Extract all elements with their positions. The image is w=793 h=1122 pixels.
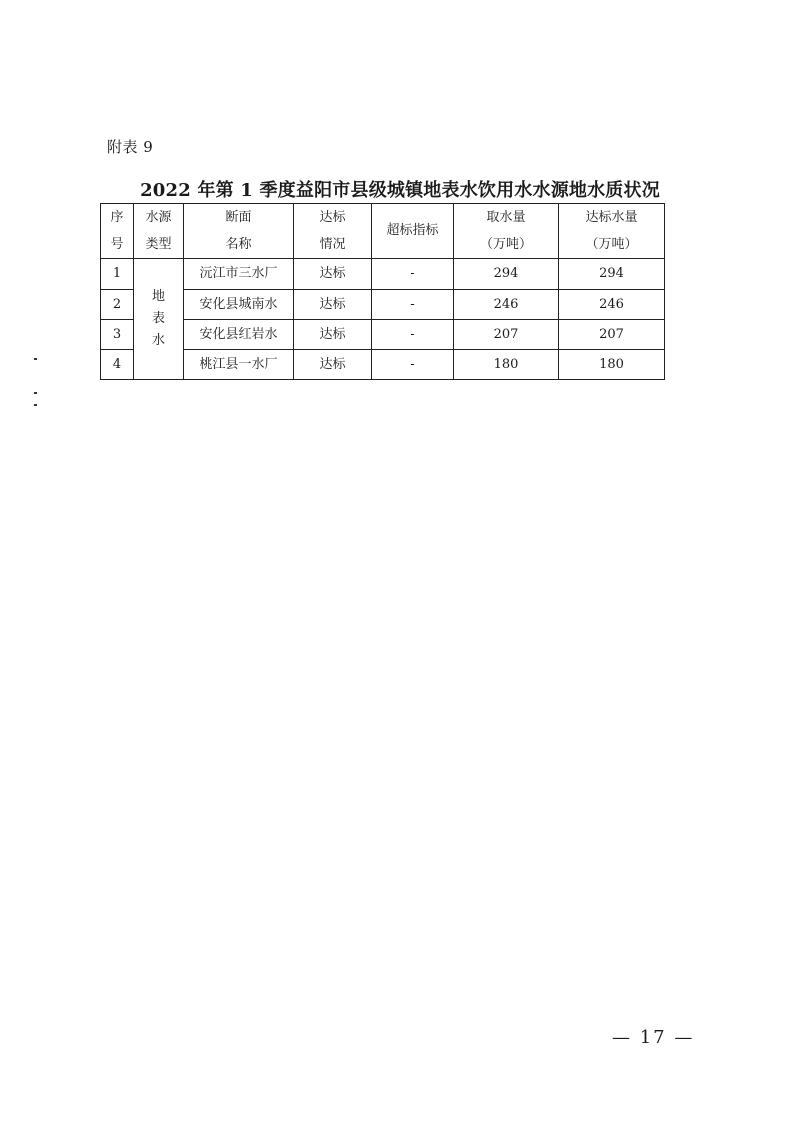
header-compliant-intake bbox=[559, 204, 665, 259]
scan-margin-mark bbox=[34, 358, 37, 360]
cell-exceed-indicator: - bbox=[372, 259, 454, 290]
header-compliance-line1: 达标 bbox=[319, 210, 346, 225]
cell-seq: 3 bbox=[101, 320, 134, 350]
cell-exceed-indicator: - bbox=[372, 320, 454, 350]
cell-section-name: 安化县城南水 bbox=[184, 290, 294, 320]
header-source-type-line2: 类型 bbox=[145, 237, 172, 252]
page-number: — 17 — bbox=[612, 1027, 695, 1048]
source-type-char-1: 地 bbox=[151, 289, 165, 304]
header-section-name-line2: 名称 bbox=[225, 237, 252, 252]
table-row bbox=[101, 350, 665, 380]
cell-exceed-indicator: - bbox=[372, 350, 454, 380]
source-type-char-3: 水 bbox=[151, 333, 165, 348]
header-intake-line2: （万吨） bbox=[479, 237, 532, 252]
header-intake-line1: 取水量 bbox=[486, 210, 526, 225]
table-row bbox=[101, 259, 665, 290]
cell-intake: 207 bbox=[454, 320, 559, 350]
cell-intake: 180 bbox=[454, 350, 559, 380]
cell-seq: 4 bbox=[101, 350, 134, 380]
table-row bbox=[101, 290, 665, 320]
cell-compliance: 达标 bbox=[294, 290, 372, 320]
header-compliance-line2: 情况 bbox=[319, 237, 346, 252]
table-row bbox=[101, 320, 665, 350]
cell-compliant-intake: 180 bbox=[559, 350, 665, 380]
cell-intake: 246 bbox=[454, 290, 559, 320]
scan-margin-mark bbox=[34, 404, 37, 406]
header-source-type-line1: 水源 bbox=[145, 210, 172, 225]
header-compliant-intake-line2: （万吨） bbox=[585, 237, 638, 252]
cell-exceed-indicator: - bbox=[372, 290, 454, 320]
scan-margin-mark bbox=[34, 392, 37, 394]
cell-compliance: 达标 bbox=[294, 320, 372, 350]
header-exceed-indicator: 超标指标 bbox=[372, 204, 454, 259]
attachment-label: 附表 9 bbox=[107, 138, 154, 156]
source-type-char-2: 表 bbox=[151, 311, 165, 326]
header-section-name-line1: 断面 bbox=[225, 210, 252, 225]
cell-seq: 1 bbox=[101, 259, 134, 290]
cell-compliant-intake: 207 bbox=[559, 320, 665, 350]
water-quality-table bbox=[100, 203, 665, 380]
cell-section-name: 安化县红岩水 bbox=[184, 320, 294, 350]
header-seq-line2: 号 bbox=[110, 237, 124, 252]
cell-source-type bbox=[134, 259, 184, 380]
header-compliance bbox=[294, 204, 372, 259]
cell-section-name: 桃江县一水厂 bbox=[184, 350, 294, 380]
cell-compliant-intake: 246 bbox=[559, 290, 665, 320]
document-title: 2022 年第 1 季度益阳市县级城镇地表水饮用水水源地水质状况 bbox=[140, 180, 660, 201]
header-source-type bbox=[134, 204, 184, 259]
cell-seq: 2 bbox=[101, 290, 134, 320]
cell-intake: 294 bbox=[454, 259, 559, 290]
cell-compliant-intake: 294 bbox=[559, 259, 665, 290]
cell-compliance: 达标 bbox=[294, 350, 372, 380]
header-section-name bbox=[184, 204, 294, 259]
header-seq bbox=[101, 204, 134, 259]
cell-compliance: 达标 bbox=[294, 259, 372, 290]
header-seq-line1: 序 bbox=[110, 210, 124, 225]
cell-section-name: 沅江市三水厂 bbox=[184, 259, 294, 290]
header-intake bbox=[454, 204, 559, 259]
header-compliant-intake-line1: 达标水量 bbox=[585, 210, 638, 225]
table-header-row bbox=[101, 204, 665, 259]
